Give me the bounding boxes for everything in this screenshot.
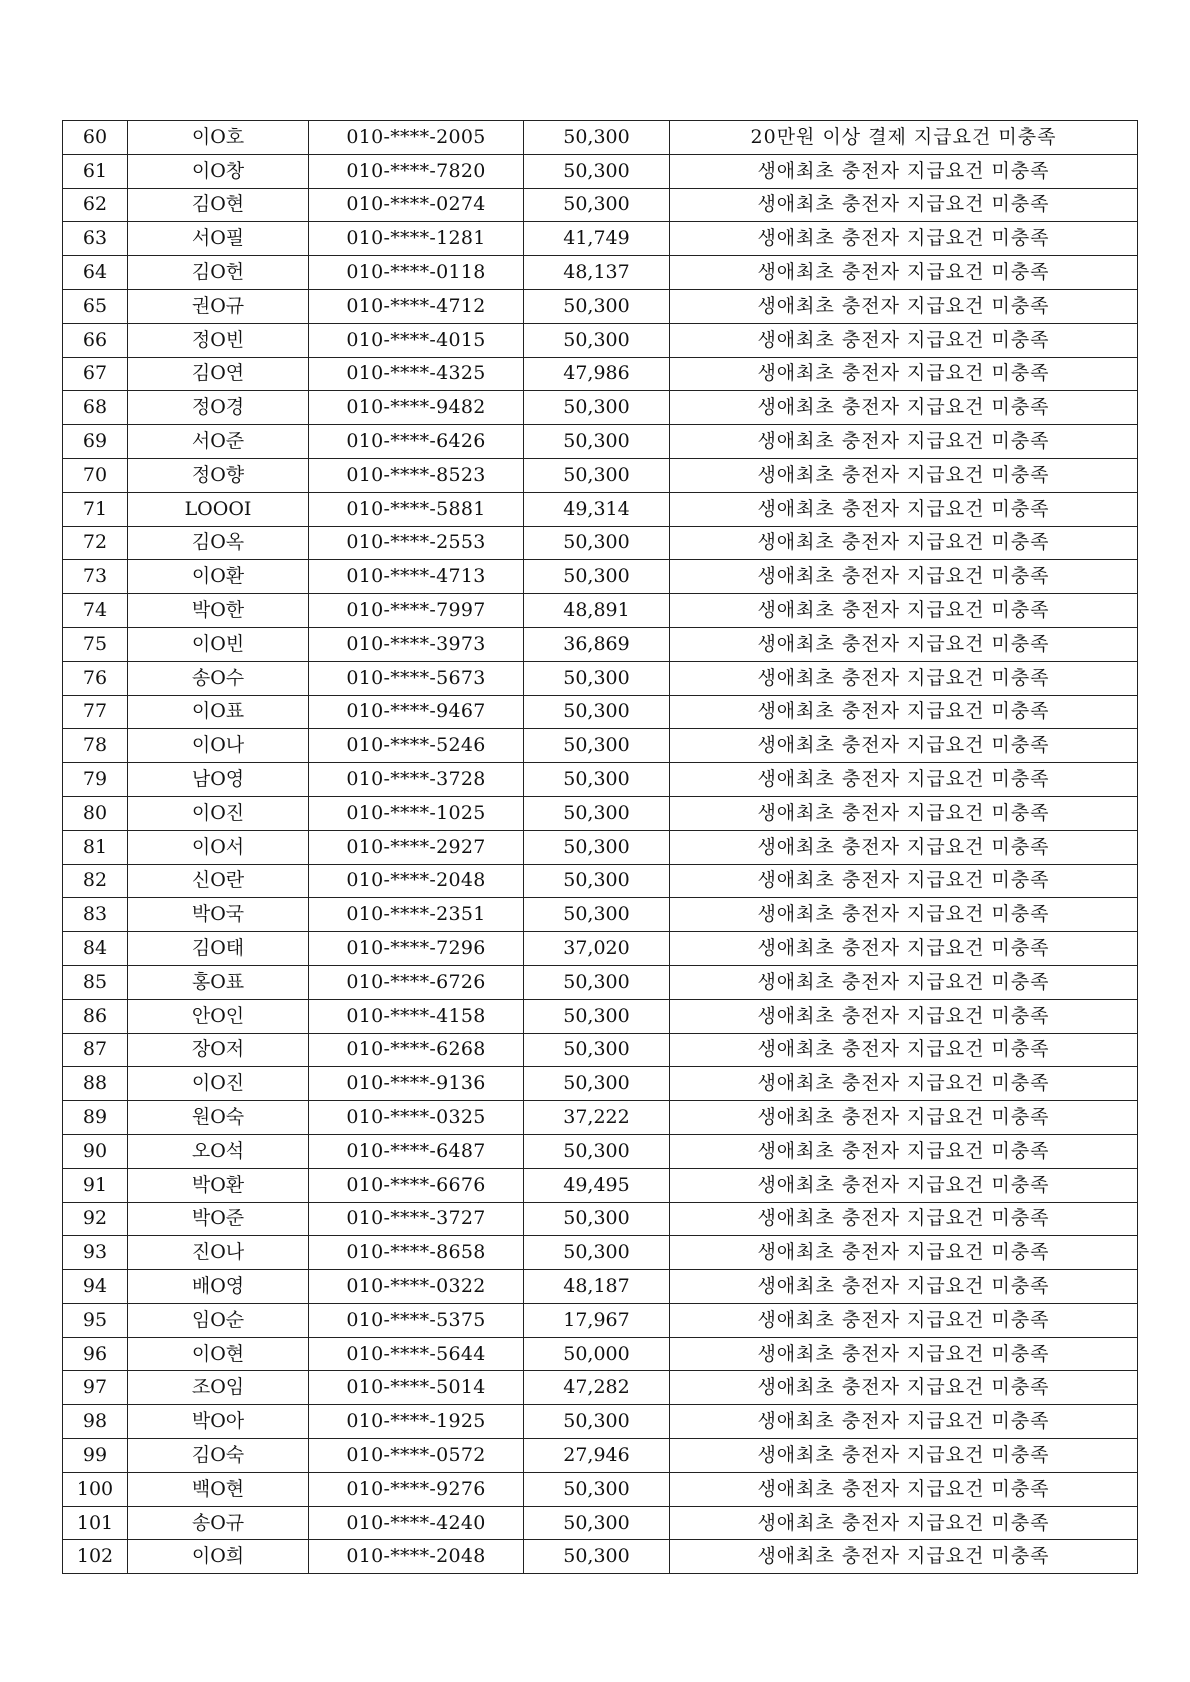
table-row (63, 1236, 1138, 1270)
row-number-cell: 62 (63, 188, 128, 222)
table-row (63, 323, 1138, 357)
name-cell: 오O석 (128, 1134, 309, 1168)
phone-cell: 010-****-8523 (309, 458, 524, 492)
name-cell: 원O숙 (128, 1101, 309, 1135)
name-cell: 박O한 (128, 594, 309, 628)
reason-cell: 생애최초 충전자 지급요건 미충족 (670, 188, 1138, 222)
reason-cell: 생애최초 충전자 지급요건 미충족 (670, 999, 1138, 1033)
phone-cell: 010-****-5673 (309, 661, 524, 695)
row-number-cell: 77 (63, 695, 128, 729)
amount-cell: 50,300 (524, 661, 670, 695)
amount-cell: 50,300 (524, 898, 670, 932)
amount-cell: 37,020 (524, 932, 670, 966)
name-cell: 이O표 (128, 695, 309, 729)
name-cell: 정O향 (128, 458, 309, 492)
row-number-cell: 73 (63, 560, 128, 594)
name-cell: 박O국 (128, 898, 309, 932)
amount-cell: 50,000 (524, 1337, 670, 1371)
amount-cell: 50,300 (524, 458, 670, 492)
row-number-cell: 95 (63, 1303, 128, 1337)
reason-cell: 생애최초 충전자 지급요건 미충족 (670, 425, 1138, 459)
row-number-cell: 81 (63, 830, 128, 864)
amount-cell: 50,300 (524, 425, 670, 459)
row-number-cell: 78 (63, 729, 128, 763)
name-cell: 백O현 (128, 1472, 309, 1506)
table-row (63, 1134, 1138, 1168)
amount-cell: 50,300 (524, 1472, 670, 1506)
table-row (63, 256, 1138, 290)
amount-cell: 50,300 (524, 1033, 670, 1067)
amount-cell: 50,300 (524, 121, 670, 155)
phone-cell: 010-****-9467 (309, 695, 524, 729)
row-number-cell: 65 (63, 289, 128, 323)
phone-cell: 010-****-4015 (309, 323, 524, 357)
amount-cell: 50,300 (524, 526, 670, 560)
reason-cell: 생애최초 충전자 지급요건 미충족 (670, 1033, 1138, 1067)
reason-cell: 생애최초 충전자 지급요건 미충족 (670, 661, 1138, 695)
reason-cell: 생애최초 충전자 지급요건 미충족 (670, 1506, 1138, 1540)
table-row (63, 661, 1138, 695)
table-row (63, 1033, 1138, 1067)
table-row (63, 458, 1138, 492)
table-row (63, 999, 1138, 1033)
reason-cell: 생애최초 충전자 지급요건 미충족 (670, 898, 1138, 932)
table-row (63, 898, 1138, 932)
table-row (63, 560, 1138, 594)
table-row (63, 1506, 1138, 1540)
row-number-cell: 87 (63, 1033, 128, 1067)
table-row (63, 864, 1138, 898)
phone-cell: 010-****-4325 (309, 357, 524, 391)
amount-cell: 50,300 (524, 999, 670, 1033)
phone-cell: 010-****-0572 (309, 1439, 524, 1473)
name-cell: 남O영 (128, 763, 309, 797)
row-number-cell: 88 (63, 1067, 128, 1101)
row-number-cell: 91 (63, 1168, 128, 1202)
reason-cell: 생애최초 충전자 지급요건 미충족 (670, 289, 1138, 323)
reason-cell: 생애최초 충전자 지급요건 미충족 (670, 1236, 1138, 1270)
reason-cell: 생애최초 충전자 지급요건 미충족 (670, 1472, 1138, 1506)
table-row (63, 526, 1138, 560)
amount-cell: 36,869 (524, 627, 670, 661)
row-number-cell: 99 (63, 1439, 128, 1473)
row-number-cell: 83 (63, 898, 128, 932)
amount-cell: 50,300 (524, 154, 670, 188)
amount-cell: 50,300 (524, 289, 670, 323)
amount-cell: 50,300 (524, 796, 670, 830)
phone-cell: 010-****-2351 (309, 898, 524, 932)
phone-cell: 010-****-9276 (309, 1472, 524, 1506)
reason-cell: 생애최초 충전자 지급요건 미충족 (670, 830, 1138, 864)
row-number-cell: 96 (63, 1337, 128, 1371)
reason-cell: 생애최초 충전자 지급요건 미충족 (670, 864, 1138, 898)
reason-cell: 생애최초 충전자 지급요건 미충족 (670, 796, 1138, 830)
row-number-cell: 69 (63, 425, 128, 459)
row-number-cell: 84 (63, 932, 128, 966)
table-row (63, 763, 1138, 797)
amount-cell: 48,187 (524, 1270, 670, 1304)
name-cell: 김O연 (128, 357, 309, 391)
amount-cell: 47,986 (524, 357, 670, 391)
table-row (63, 695, 1138, 729)
name-cell: 송O수 (128, 661, 309, 695)
name-cell: 조O임 (128, 1371, 309, 1405)
row-number-cell: 76 (63, 661, 128, 695)
phone-cell: 010-****-4712 (309, 289, 524, 323)
table-row (63, 627, 1138, 661)
name-cell: 이O환 (128, 560, 309, 594)
table-row (63, 1303, 1138, 1337)
reason-cell: 생애최초 충전자 지급요건 미충족 (670, 627, 1138, 661)
table-row (63, 1337, 1138, 1371)
table-row (63, 425, 1138, 459)
row-number-cell: 72 (63, 526, 128, 560)
name-cell: 박O환 (128, 1168, 309, 1202)
reason-cell: 생애최초 충전자 지급요건 미충족 (670, 323, 1138, 357)
amount-cell: 50,300 (524, 830, 670, 864)
table-row (63, 121, 1138, 155)
reason-cell: 생애최초 충전자 지급요건 미충족 (670, 391, 1138, 425)
name-cell: 이O서 (128, 830, 309, 864)
phone-cell: 010-****-2005 (309, 121, 524, 155)
amount-cell: 50,300 (524, 695, 670, 729)
phone-cell: 010-****-5246 (309, 729, 524, 763)
amount-cell: 27,946 (524, 1439, 670, 1473)
reason-cell: 생애최초 충전자 지급요건 미충족 (670, 1337, 1138, 1371)
name-cell: 송O규 (128, 1506, 309, 1540)
table-row (63, 492, 1138, 526)
table-row (63, 1540, 1138, 1574)
table-row (63, 1202, 1138, 1236)
amount-cell: 41,749 (524, 222, 670, 256)
reason-cell: 생애최초 충전자 지급요건 미충족 (670, 492, 1138, 526)
phone-cell: 010-****-6676 (309, 1168, 524, 1202)
table-row (63, 932, 1138, 966)
phone-cell: 010-****-9482 (309, 391, 524, 425)
reason-cell: 생애최초 충전자 지급요건 미충족 (670, 695, 1138, 729)
amount-cell: 48,137 (524, 256, 670, 290)
phone-cell: 010-****-5375 (309, 1303, 524, 1337)
row-number-cell: 89 (63, 1101, 128, 1135)
row-number-cell: 98 (63, 1405, 128, 1439)
amount-cell: 50,300 (524, 965, 670, 999)
amount-cell: 48,891 (524, 594, 670, 628)
row-number-cell: 68 (63, 391, 128, 425)
amount-cell: 49,314 (524, 492, 670, 526)
amount-cell: 50,300 (524, 729, 670, 763)
reason-cell: 생애최초 충전자 지급요건 미충족 (670, 256, 1138, 290)
phone-cell: 010-****-0322 (309, 1270, 524, 1304)
phone-cell: 010-****-4158 (309, 999, 524, 1033)
table-row (63, 391, 1138, 425)
row-number-cell: 70 (63, 458, 128, 492)
amount-cell: 50,300 (524, 1540, 670, 1574)
table-row (63, 729, 1138, 763)
name-cell: 서O준 (128, 425, 309, 459)
table-row (63, 1371, 1138, 1405)
amount-cell: 50,300 (524, 560, 670, 594)
amount-cell: 50,300 (524, 864, 670, 898)
table-row (63, 1168, 1138, 1202)
name-cell: 김O숙 (128, 1439, 309, 1473)
phone-cell: 010-****-5014 (309, 1371, 524, 1405)
amount-cell: 37,222 (524, 1101, 670, 1135)
reason-cell: 생애최초 충전자 지급요건 미충족 (670, 1371, 1138, 1405)
row-number-cell: 67 (63, 357, 128, 391)
name-cell: 임O순 (128, 1303, 309, 1337)
row-number-cell: 75 (63, 627, 128, 661)
name-cell: 박O아 (128, 1405, 309, 1439)
amount-cell: 50,300 (524, 1134, 670, 1168)
row-number-cell: 93 (63, 1236, 128, 1270)
name-cell: 홍O표 (128, 965, 309, 999)
reason-cell: 생애최초 충전자 지급요건 미충족 (670, 1540, 1138, 1574)
table-row (63, 1472, 1138, 1506)
recipient-table (62, 120, 1138, 1574)
row-number-cell: 71 (63, 492, 128, 526)
reason-cell: 생애최초 충전자 지급요건 미충족 (670, 932, 1138, 966)
name-cell: 이O진 (128, 796, 309, 830)
phone-cell: 010-****-6726 (309, 965, 524, 999)
amount-cell: 17,967 (524, 1303, 670, 1337)
phone-cell: 010-****-5644 (309, 1337, 524, 1371)
phone-cell: 010-****-2048 (309, 1540, 524, 1574)
phone-cell: 010-****-3727 (309, 1202, 524, 1236)
table-row (63, 154, 1138, 188)
table-row (63, 188, 1138, 222)
recipient-table-body (63, 121, 1138, 1574)
row-number-cell: 79 (63, 763, 128, 797)
name-cell: 정O경 (128, 391, 309, 425)
name-cell: 이O현 (128, 1337, 309, 1371)
row-number-cell: 101 (63, 1506, 128, 1540)
table-row (63, 222, 1138, 256)
phone-cell: 010-****-3728 (309, 763, 524, 797)
phone-cell: 010-****-8658 (309, 1236, 524, 1270)
phone-cell: 010-****-1925 (309, 1405, 524, 1439)
reason-cell: 생애최초 충전자 지급요건 미충족 (670, 729, 1138, 763)
reason-cell: 생애최초 충전자 지급요건 미충족 (670, 1439, 1138, 1473)
phone-cell: 010-****-7820 (309, 154, 524, 188)
name-cell: 정O빈 (128, 323, 309, 357)
table-row (63, 1101, 1138, 1135)
reason-cell: 생애최초 충전자 지급요건 미충족 (670, 1405, 1138, 1439)
table-row (63, 965, 1138, 999)
reason-cell: 생애최초 충전자 지급요건 미충족 (670, 1134, 1138, 1168)
amount-cell: 50,300 (524, 188, 670, 222)
amount-cell: 50,300 (524, 391, 670, 425)
row-number-cell: 66 (63, 323, 128, 357)
phone-cell: 010-****-2553 (309, 526, 524, 560)
row-number-cell: 100 (63, 1472, 128, 1506)
name-cell: 배O영 (128, 1270, 309, 1304)
row-number-cell: 80 (63, 796, 128, 830)
amount-cell: 50,300 (524, 1506, 670, 1540)
table-row (63, 1439, 1138, 1473)
phone-cell: 010-****-1025 (309, 796, 524, 830)
row-number-cell: 60 (63, 121, 128, 155)
name-cell: 이O빈 (128, 627, 309, 661)
row-number-cell: 64 (63, 256, 128, 290)
row-number-cell: 82 (63, 864, 128, 898)
name-cell: 이O진 (128, 1067, 309, 1101)
reason-cell: 생애최초 충전자 지급요건 미충족 (670, 1202, 1138, 1236)
row-number-cell: 85 (63, 965, 128, 999)
phone-cell: 010-****-9136 (309, 1067, 524, 1101)
phone-cell: 010-****-0325 (309, 1101, 524, 1135)
reason-cell: 생애최초 충전자 지급요건 미충족 (670, 526, 1138, 560)
row-number-cell: 90 (63, 1134, 128, 1168)
row-number-cell: 102 (63, 1540, 128, 1574)
phone-cell: 010-****-2927 (309, 830, 524, 864)
phone-cell: 010-****-6426 (309, 425, 524, 459)
name-cell: 이O호 (128, 121, 309, 155)
name-cell: 안O인 (128, 999, 309, 1033)
name-cell: 박O준 (128, 1202, 309, 1236)
phone-cell: 010-****-2048 (309, 864, 524, 898)
name-cell: 김O옥 (128, 526, 309, 560)
phone-cell: 010-****-7296 (309, 932, 524, 966)
reason-cell: 생애최초 충전자 지급요건 미충족 (670, 965, 1138, 999)
reason-cell: 생애최초 충전자 지급요건 미충족 (670, 357, 1138, 391)
reason-cell: 생애최초 충전자 지급요건 미충족 (670, 1168, 1138, 1202)
reason-cell: 생애최초 충전자 지급요건 미충족 (670, 763, 1138, 797)
phone-cell: 010-****-0274 (309, 188, 524, 222)
row-number-cell: 97 (63, 1371, 128, 1405)
phone-cell: 010-****-0118 (309, 256, 524, 290)
row-number-cell: 94 (63, 1270, 128, 1304)
name-cell: 이O나 (128, 729, 309, 763)
name-cell: 장O저 (128, 1033, 309, 1067)
reason-cell: 생애최초 충전자 지급요건 미충족 (670, 560, 1138, 594)
name-cell: 이O창 (128, 154, 309, 188)
reason-cell: 생애최초 충전자 지급요건 미충족 (670, 1067, 1138, 1101)
name-cell: 권O규 (128, 289, 309, 323)
amount-cell: 50,300 (524, 323, 670, 357)
reason-cell: 생애최초 충전자 지급요건 미충족 (670, 1270, 1138, 1304)
reason-cell: 생애최초 충전자 지급요건 미충족 (670, 1101, 1138, 1135)
amount-cell: 50,300 (524, 1405, 670, 1439)
table-row (63, 357, 1138, 391)
table-row (63, 1270, 1138, 1304)
reason-cell: 생애최초 충전자 지급요건 미충족 (670, 1303, 1138, 1337)
table-row (63, 830, 1138, 864)
amount-cell: 50,300 (524, 1067, 670, 1101)
phone-cell: 010-****-6487 (309, 1134, 524, 1168)
phone-cell: 010-****-7997 (309, 594, 524, 628)
name-cell: 김O현 (128, 188, 309, 222)
amount-cell: 50,300 (524, 763, 670, 797)
reason-cell: 생애최초 충전자 지급요건 미충족 (670, 154, 1138, 188)
name-cell: 서O필 (128, 222, 309, 256)
phone-cell: 010-****-3973 (309, 627, 524, 661)
row-number-cell: 92 (63, 1202, 128, 1236)
name-cell: 이O희 (128, 1540, 309, 1574)
name-cell: 신O란 (128, 864, 309, 898)
amount-cell: 50,300 (524, 1236, 670, 1270)
reason-cell: 생애최초 충전자 지급요건 미충족 (670, 594, 1138, 628)
name-cell: 김O태 (128, 932, 309, 966)
phone-cell: 010-****-1281 (309, 222, 524, 256)
phone-cell: 010-****-5881 (309, 492, 524, 526)
amount-cell: 47,282 (524, 1371, 670, 1405)
row-number-cell: 74 (63, 594, 128, 628)
amount-cell: 49,495 (524, 1168, 670, 1202)
table-row (63, 796, 1138, 830)
phone-cell: 010-****-4713 (309, 560, 524, 594)
table-row (63, 1405, 1138, 1439)
row-number-cell: 86 (63, 999, 128, 1033)
table-row (63, 1067, 1138, 1101)
reason-cell: 생애최초 충전자 지급요건 미충족 (670, 222, 1138, 256)
name-cell: 진O나 (128, 1236, 309, 1270)
reason-cell: 생애최초 충전자 지급요건 미충족 (670, 458, 1138, 492)
row-number-cell: 61 (63, 154, 128, 188)
phone-cell: 010-****-4240 (309, 1506, 524, 1540)
name-cell: 김O헌 (128, 256, 309, 290)
table-row (63, 594, 1138, 628)
row-number-cell: 63 (63, 222, 128, 256)
phone-cell: 010-****-6268 (309, 1033, 524, 1067)
amount-cell: 50,300 (524, 1202, 670, 1236)
name-cell: LOOOI (128, 492, 309, 526)
table-row (63, 289, 1138, 323)
reason-cell: 20만원 이상 결제 지급요건 미충족 (670, 121, 1138, 155)
